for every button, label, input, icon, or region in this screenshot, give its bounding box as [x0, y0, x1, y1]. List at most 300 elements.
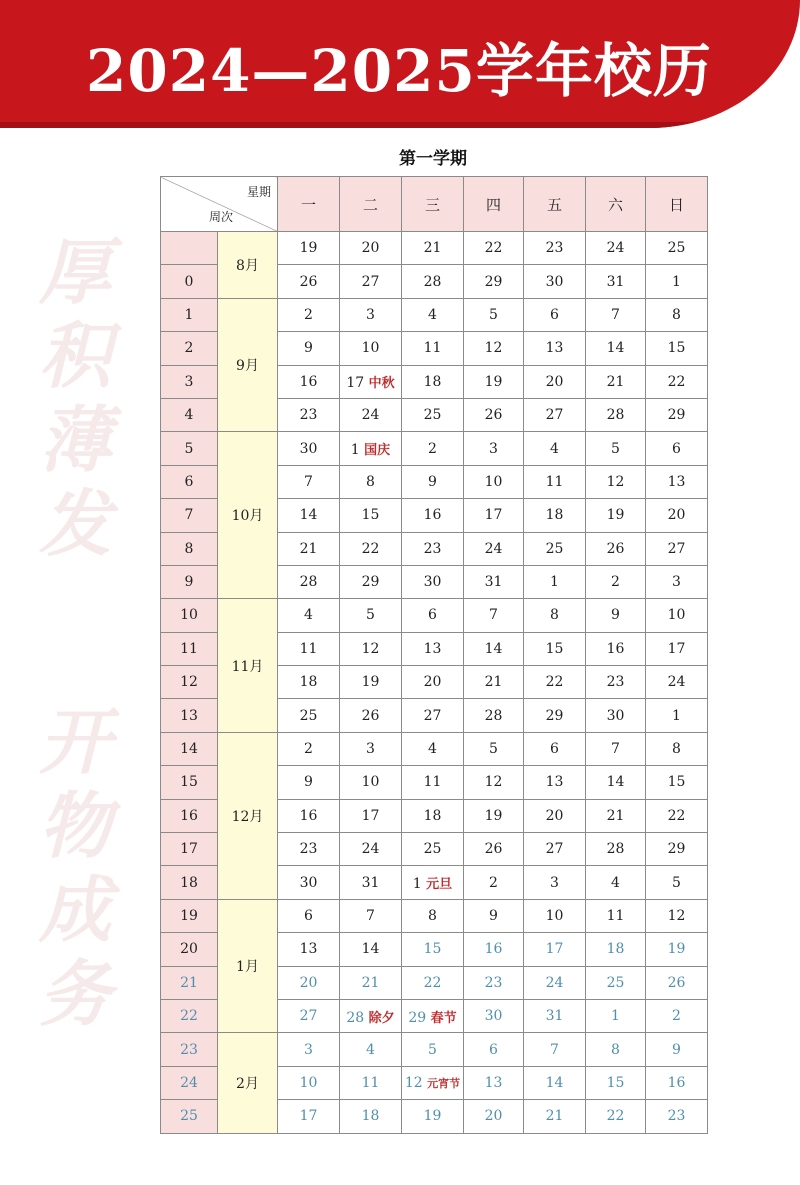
date-number: 28	[606, 407, 625, 424]
date-number: 6	[672, 440, 681, 457]
date-number: 28	[423, 273, 442, 290]
table-row	[161, 232, 708, 265]
date-cell	[586, 332, 646, 365]
date-number: 4	[428, 741, 437, 758]
date-cell	[646, 332, 708, 365]
date-cell	[340, 499, 402, 532]
date-number: 22	[545, 674, 564, 691]
date-cell	[464, 732, 524, 765]
date-cell	[524, 465, 586, 498]
date-cell	[278, 499, 340, 532]
date-cell	[402, 766, 464, 799]
date-cell	[278, 933, 340, 966]
date-cell	[524, 766, 586, 799]
date-cell	[646, 532, 708, 565]
date-number: 17	[346, 375, 365, 392]
date-number: 18	[299, 674, 318, 691]
date-number: 7	[366, 908, 375, 924]
date-number: 13	[484, 1074, 503, 1091]
table-row	[161, 599, 708, 632]
date-number: 19	[423, 1108, 442, 1125]
week-number: 7	[161, 499, 218, 532]
date-cell	[586, 565, 646, 598]
date-cell	[464, 632, 524, 665]
date-number: 22	[423, 974, 442, 991]
date-number: 8	[672, 741, 681, 758]
date-cell	[586, 298, 646, 331]
date-cell	[340, 232, 402, 265]
date-number: 12	[404, 1074, 423, 1091]
date-cell	[464, 599, 524, 632]
date-cell	[586, 999, 646, 1032]
date-cell	[402, 1066, 464, 1099]
month-label: 9月	[218, 298, 278, 432]
date-cell	[646, 899, 708, 932]
date-number: 10	[361, 774, 380, 791]
date-number: 20	[667, 507, 686, 524]
date-number: 14	[545, 1074, 564, 1091]
date-cell	[278, 833, 340, 866]
date-number: 20	[545, 373, 564, 390]
date-cell	[646, 1033, 708, 1066]
date-cell	[402, 1033, 464, 1066]
date-cell	[586, 1066, 646, 1099]
date-number: 21	[299, 540, 318, 557]
date-cell	[464, 465, 524, 498]
date-cell	[278, 899, 340, 932]
date-cell	[646, 933, 708, 966]
date-cell	[278, 799, 340, 832]
date-number: 11	[423, 774, 442, 791]
date-cell	[340, 332, 402, 365]
date-cell	[586, 632, 646, 665]
date-number: 25	[606, 974, 625, 991]
date-cell	[340, 1066, 402, 1099]
watermark-char: 务	[38, 951, 111, 1036]
day-header: 六	[586, 177, 646, 232]
date-number: 3	[672, 574, 681, 591]
date-cell	[464, 1100, 524, 1133]
week-number: 3	[161, 365, 218, 398]
date-number: 12	[484, 340, 503, 357]
date-cell	[524, 699, 586, 732]
date-number: 10	[667, 607, 686, 624]
date-number: 15	[423, 941, 442, 958]
date-cell	[340, 866, 402, 899]
date-number: 30	[423, 574, 442, 591]
date-cell	[402, 732, 464, 765]
date-number: 31	[361, 874, 380, 891]
date-cell	[340, 766, 402, 799]
date-cell	[464, 999, 524, 1032]
date-number: 1	[672, 707, 681, 724]
date-number: 14	[484, 640, 503, 657]
week-number: 6	[161, 465, 218, 498]
week-number: 0	[161, 265, 218, 298]
date-number: 31	[484, 574, 503, 591]
date-number: 26	[484, 841, 503, 858]
date-cell	[278, 265, 340, 298]
table-row	[161, 732, 708, 765]
date-number: 19	[484, 373, 503, 390]
date-cell	[646, 499, 708, 532]
date-cell	[524, 232, 586, 265]
month-label: 11月	[218, 599, 278, 733]
date-number: 10	[299, 1074, 318, 1091]
date-cell	[524, 666, 586, 699]
date-number: 13	[299, 941, 318, 958]
date-cell	[340, 899, 402, 932]
date-cell	[524, 632, 586, 665]
table-row	[161, 899, 708, 932]
date-cell	[524, 732, 586, 765]
date-number: 1	[550, 574, 559, 591]
date-cell	[402, 666, 464, 699]
date-number: 10	[484, 473, 503, 490]
date-cell	[524, 532, 586, 565]
date-cell	[402, 332, 464, 365]
date-cell	[646, 365, 708, 398]
date-cell	[646, 799, 708, 832]
watermark-char: 积	[38, 313, 111, 398]
week-number: 10	[161, 599, 218, 632]
date-cell	[586, 532, 646, 565]
date-number: 11	[361, 1074, 380, 1091]
date-cell	[402, 265, 464, 298]
date-cell	[524, 899, 586, 932]
date-cell	[524, 499, 586, 532]
date-cell	[340, 365, 402, 398]
date-cell	[586, 666, 646, 699]
date-cell	[464, 666, 524, 699]
date-number: 4	[550, 440, 559, 457]
week-number: 24	[161, 1066, 218, 1099]
date-number: 16	[606, 640, 625, 657]
date-cell	[646, 599, 708, 632]
date-cell	[524, 565, 586, 598]
week-number: 19	[161, 899, 218, 932]
date-number: 21	[423, 240, 442, 257]
date-number: 29	[667, 407, 686, 424]
date-cell	[646, 432, 708, 465]
date-cell	[586, 766, 646, 799]
date-number: 23	[667, 1108, 686, 1125]
date-number: 26	[606, 540, 625, 557]
date-cell	[586, 432, 646, 465]
date-number: 16	[484, 941, 503, 958]
date-number: 16	[423, 507, 442, 524]
date-cell	[278, 432, 340, 465]
date-cell	[402, 298, 464, 331]
date-number: 3	[366, 741, 375, 758]
date-cell	[646, 699, 708, 732]
date-number: 29	[408, 1009, 427, 1026]
date-cell	[586, 465, 646, 498]
week-number: 16	[161, 799, 218, 832]
date-cell	[464, 565, 524, 598]
date-number: 4	[304, 607, 313, 624]
date-cell	[646, 265, 708, 298]
date-number: 27	[423, 707, 442, 724]
date-number: 7	[611, 306, 620, 323]
date-number: 5	[366, 607, 375, 624]
date-number: 12	[484, 774, 503, 791]
date-cell	[340, 699, 402, 732]
date-number: 6	[550, 741, 559, 758]
date-number: 20	[484, 1108, 503, 1125]
date-cell	[464, 365, 524, 398]
date-cell	[340, 265, 402, 298]
date-cell	[524, 1033, 586, 1066]
date-number: 20	[423, 674, 442, 691]
table-row	[161, 1033, 708, 1066]
date-number: 12	[667, 908, 686, 924]
corner-weekday-label: 星期	[246, 185, 271, 199]
date-number: 30	[606, 707, 625, 724]
date-number: 31	[545, 1008, 564, 1025]
date-cell	[464, 532, 524, 565]
date-cell	[464, 265, 524, 298]
month-label: 12月	[218, 732, 278, 899]
date-cell	[340, 465, 402, 498]
date-number: 15	[667, 774, 686, 791]
date-number: 9	[304, 774, 313, 791]
date-number: 26	[484, 407, 503, 424]
date-number: 19	[667, 941, 686, 958]
date-number: 7	[489, 607, 498, 624]
date-number: 24	[667, 674, 686, 691]
date-cell	[340, 298, 402, 331]
date-cell	[586, 365, 646, 398]
date-number: 6	[489, 1041, 498, 1058]
date-cell	[586, 866, 646, 899]
date-number: 25	[423, 841, 442, 858]
date-cell	[464, 899, 524, 932]
date-number: 18	[423, 807, 442, 824]
date-number: 13	[545, 340, 564, 357]
date-number: 7	[550, 1041, 559, 1058]
date-cell	[524, 1100, 586, 1133]
date-cell	[340, 966, 402, 999]
date-number: 25	[423, 407, 442, 424]
date-number: 26	[299, 273, 318, 290]
date-number: 22	[361, 540, 380, 557]
week-number: 4	[161, 398, 218, 431]
date-cell	[402, 866, 464, 899]
date-cell	[464, 833, 524, 866]
date-number: 27	[361, 273, 380, 290]
date-cell	[340, 732, 402, 765]
date-number: 20	[361, 240, 380, 257]
date-number: 6	[428, 607, 437, 624]
date-cell	[402, 1100, 464, 1133]
date-cell	[586, 933, 646, 966]
header-banner	[0, 0, 800, 128]
date-number: 28	[484, 707, 503, 724]
date-cell	[646, 565, 708, 598]
date-number: 4	[366, 1041, 375, 1058]
date-cell	[524, 398, 586, 431]
date-cell	[402, 999, 464, 1032]
date-cell	[464, 866, 524, 899]
date-number: 8	[550, 607, 559, 624]
date-number: 23	[299, 407, 318, 424]
date-number: 28	[346, 1009, 365, 1026]
date-number: 21	[545, 1108, 564, 1125]
week-number: 13	[161, 699, 218, 732]
watermark-char: 薄	[38, 397, 111, 482]
week-number	[161, 232, 218, 265]
date-cell	[524, 332, 586, 365]
date-cell	[402, 833, 464, 866]
date-number: 3	[304, 1041, 313, 1058]
date-number: 23	[299, 841, 318, 858]
date-cell	[524, 298, 586, 331]
date-number: 21	[484, 674, 503, 691]
date-cell	[464, 398, 524, 431]
date-number: 17	[361, 807, 380, 824]
semester-title: 第一学期	[399, 149, 467, 169]
date-number: 9	[672, 1041, 681, 1058]
holiday-label: 国庆	[364, 443, 391, 459]
date-number: 7	[304, 473, 313, 490]
date-number: 19	[299, 240, 318, 257]
date-cell	[586, 499, 646, 532]
date-cell	[646, 632, 708, 665]
date-cell	[278, 666, 340, 699]
date-number: 18	[606, 941, 625, 958]
date-number: 21	[606, 807, 625, 824]
week-number: 18	[161, 866, 218, 899]
date-number: 24	[361, 407, 380, 424]
date-cell	[402, 699, 464, 732]
date-number: 24	[484, 540, 503, 557]
day-header: 日	[646, 177, 708, 232]
date-cell	[464, 1066, 524, 1099]
date-cell	[646, 1100, 708, 1133]
table-row	[161, 298, 708, 331]
date-number: 15	[667, 340, 686, 357]
date-number: 9	[611, 607, 620, 624]
date-number: 9	[428, 473, 437, 490]
week-number: 12	[161, 666, 218, 699]
date-number: 29	[545, 707, 564, 724]
calendar-table	[160, 176, 708, 1134]
date-number: 4	[428, 306, 437, 323]
date-cell	[340, 398, 402, 431]
month-label: 2月	[218, 1033, 278, 1133]
day-header: 一	[278, 177, 340, 232]
date-cell	[524, 432, 586, 465]
date-number: 15	[545, 640, 564, 657]
date-number: 2	[304, 306, 313, 323]
date-cell	[464, 1033, 524, 1066]
date-number: 1	[672, 273, 681, 290]
date-cell	[340, 599, 402, 632]
date-number: 17	[484, 507, 503, 524]
date-cell	[278, 1033, 340, 1066]
holiday-label: 春节	[430, 1010, 457, 1026]
date-number: 21	[606, 373, 625, 390]
date-number: 4	[611, 874, 620, 891]
holiday-label: 中秋	[368, 376, 395, 392]
date-cell	[278, 332, 340, 365]
date-number: 2	[304, 741, 313, 758]
date-cell	[646, 398, 708, 431]
date-number: 28	[299, 574, 318, 591]
date-number: 12	[606, 473, 625, 490]
calendar-body	[161, 232, 708, 1134]
date-number: 8	[611, 1041, 620, 1058]
date-cell	[586, 833, 646, 866]
date-number: 14	[361, 941, 380, 958]
date-number: 19	[484, 807, 503, 824]
date-cell	[402, 432, 464, 465]
week-number: 15	[161, 766, 218, 799]
date-number: 23	[423, 540, 442, 557]
date-number: 13	[545, 774, 564, 791]
date-cell	[402, 465, 464, 498]
date-number: 30	[299, 874, 318, 891]
date-number: 16	[299, 373, 318, 390]
date-number: 22	[484, 240, 503, 257]
holiday-label: 元宵节	[427, 1076, 461, 1090]
date-number: 3	[366, 306, 375, 323]
date-cell	[524, 599, 586, 632]
week-number: 25	[161, 1100, 218, 1133]
date-cell	[278, 232, 340, 265]
date-cell	[646, 666, 708, 699]
week-number: 21	[161, 966, 218, 999]
date-number: 19	[606, 507, 625, 524]
date-cell	[278, 298, 340, 331]
date-cell	[278, 632, 340, 665]
date-cell	[646, 298, 708, 331]
date-number: 15	[361, 507, 380, 524]
date-number: 8	[428, 908, 437, 924]
watermark-char: 物	[38, 783, 111, 868]
date-number: 16	[299, 807, 318, 824]
date-number: 5	[611, 440, 620, 457]
date-number: 17	[545, 941, 564, 958]
date-cell	[586, 899, 646, 932]
date-number: 18	[423, 373, 442, 390]
date-number: 5	[428, 1041, 437, 1058]
date-number: 29	[667, 841, 686, 858]
corner-week-label: 周次	[209, 210, 234, 224]
date-cell	[278, 365, 340, 398]
date-cell	[464, 966, 524, 999]
date-cell	[646, 966, 708, 999]
date-cell	[278, 565, 340, 598]
date-number: 13	[667, 473, 686, 490]
date-cell	[340, 833, 402, 866]
page-title: 2024—2025学年校历	[86, 37, 712, 105]
date-cell	[402, 632, 464, 665]
watermark-char: 发	[38, 481, 111, 566]
date-cell	[586, 799, 646, 832]
date-cell	[340, 666, 402, 699]
date-cell	[278, 699, 340, 732]
watermark-char: 厚	[38, 229, 111, 314]
date-cell	[586, 398, 646, 431]
date-number: 24	[361, 841, 380, 858]
date-number: 25	[299, 707, 318, 724]
month-label: 10月	[218, 432, 278, 599]
date-cell	[340, 632, 402, 665]
watermark-char: 成	[38, 867, 111, 952]
week-number: 11	[161, 632, 218, 665]
